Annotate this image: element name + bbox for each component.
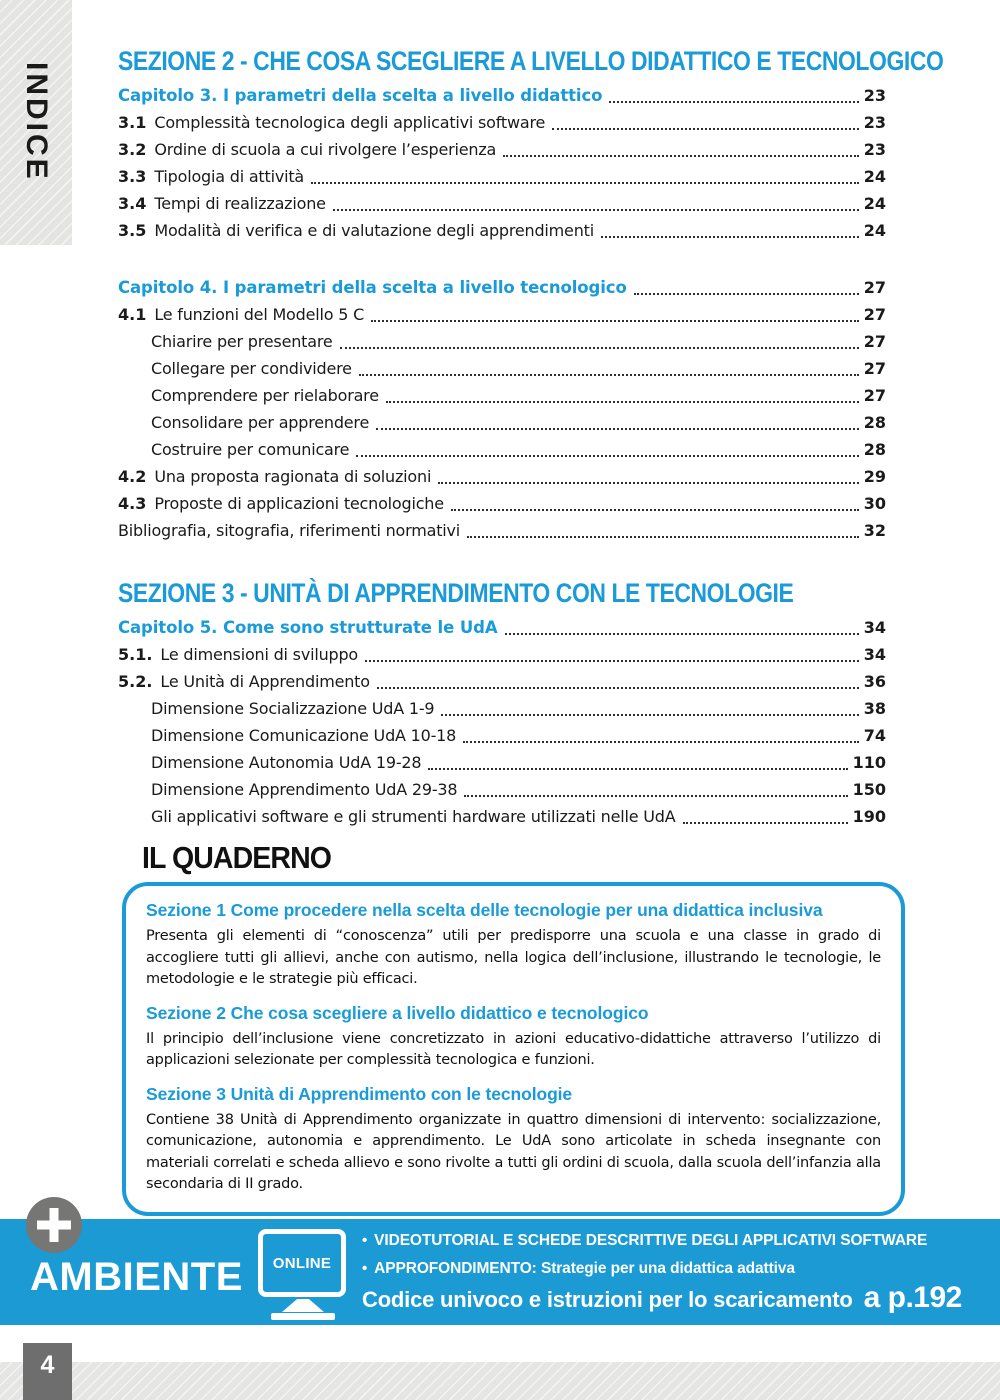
toc-entry xyxy=(118,409,886,436)
page-number-box xyxy=(23,1343,72,1400)
dotted-leader xyxy=(552,128,859,130)
plus-icon xyxy=(26,1197,82,1253)
plus-icon-bar-vertical xyxy=(50,1208,59,1242)
dotted-leader xyxy=(438,482,859,484)
toc-entry-label: Capitolo 4. I parametri della scelta a livello tecnologico xyxy=(118,278,627,297)
toc-entry-page: 34 xyxy=(863,618,886,637)
dotted-leader xyxy=(365,660,859,662)
toc-entry xyxy=(118,517,886,544)
toc-entry-label: Dimensione Socializzazione UdA 1-9 xyxy=(151,699,435,718)
section-heading: SEZIONE 3 - UNITÀ DI APPRENDIMENTO CON LE TECNOLOGIE xyxy=(118,578,794,608)
dotted-leader xyxy=(503,155,859,157)
toc-entry-number: 4.2 xyxy=(118,467,147,486)
toc-entry-page: 150 xyxy=(852,780,886,799)
dotted-leader xyxy=(683,822,848,824)
monitor-stand xyxy=(282,1299,324,1312)
toc-entry-page: 110 xyxy=(852,753,886,772)
toc-entry-page: 24 xyxy=(863,221,886,240)
dotted-leader xyxy=(467,536,859,538)
toc-entry-label: Tempi di realizzazione xyxy=(154,194,326,213)
toc-entry xyxy=(118,82,886,109)
toc-entry-page: 24 xyxy=(863,167,886,186)
toc-entry xyxy=(118,382,886,409)
toc-entry xyxy=(118,301,886,328)
ambiente-label: AMBIENTE xyxy=(30,1255,243,1299)
dotted-leader xyxy=(340,347,859,349)
toc-entry-label: Gli applicativi software e gli strumenti hardware utilizzati nelle UdA xyxy=(151,807,676,826)
download-page-ref: a p.192 xyxy=(863,1281,962,1314)
dotted-leader xyxy=(505,633,859,635)
toc-entry xyxy=(118,614,886,641)
online-monitor-icon xyxy=(258,1229,348,1320)
toc-entry xyxy=(118,722,886,749)
toc-entry-label: Dimensione Autonomia UdA 19-28 xyxy=(151,753,422,772)
dotted-leader xyxy=(386,401,859,403)
toc-entry-label: Complessità tecnologica degli applicativi software xyxy=(154,113,546,132)
toc-entry-page: 29 xyxy=(863,467,886,486)
download-text: Codice univoco e istruzioni per lo scaricamento xyxy=(362,1287,853,1312)
toc-entry-label: Collegare per condividere xyxy=(151,359,352,378)
toc-entry xyxy=(118,436,886,463)
toc-entry xyxy=(118,190,886,217)
toc-entry-label: Modalità di verifica e di valutazione degli apprendimenti xyxy=(154,221,594,240)
online-bullet-item xyxy=(362,1255,927,1283)
indice-label: INDICE xyxy=(20,62,53,182)
toc-entry-page: 23 xyxy=(863,113,886,132)
ambiente-online-bar xyxy=(0,1219,1000,1325)
toc-entry xyxy=(118,749,886,776)
toc-entry xyxy=(118,641,886,668)
toc-entry xyxy=(118,776,886,803)
toc-entry-page: 74 xyxy=(863,726,886,745)
toc-entry-label: Bibliografia, sitografia, riferimenti normativi xyxy=(118,521,461,540)
toc-entry-number: 3.5 xyxy=(118,221,147,240)
toc-entry-number: 3.1 xyxy=(118,113,147,132)
online-bullet-item xyxy=(362,1227,927,1255)
footer-band xyxy=(0,1362,1000,1400)
toc-entry-number: 3.2 xyxy=(118,140,147,159)
toc-entry xyxy=(118,136,886,163)
toc-entry-page: 27 xyxy=(863,332,886,351)
dotted-leader xyxy=(464,795,847,797)
dotted-leader xyxy=(451,509,859,511)
dotted-leader xyxy=(376,428,859,430)
toc-entry-page: 24 xyxy=(863,194,886,213)
quaderno-section xyxy=(122,840,905,1216)
quaderno-section-title: Sezione 1 Come procedere nella scelta delle tecnologie per una didattica inclusiva xyxy=(146,900,823,920)
toc-entry xyxy=(118,695,886,722)
toc-entry-label: Costruire per comunicare xyxy=(151,440,350,459)
online-label: ONLINE xyxy=(272,1254,332,1272)
toc-entry xyxy=(118,355,886,382)
toc-entry-page: 23 xyxy=(863,140,886,159)
dotted-leader xyxy=(359,374,859,376)
monitor-screen xyxy=(258,1229,346,1297)
toc-entry-page: 36 xyxy=(863,672,886,691)
toc-entry-number: 4.3 xyxy=(118,494,147,513)
toc-entry-number: 5.1. xyxy=(118,645,153,664)
toc-entry-label: Le Unità di Apprendimento xyxy=(160,672,370,691)
dotted-leader xyxy=(333,209,859,211)
toc-entry-label: Capitolo 3. I parametri della scelta a livello didattico xyxy=(118,86,603,105)
toc-entry-label: Dimensione Apprendimento UdA 29-38 xyxy=(151,780,458,799)
quaderno-section-title: Sezione 2 Che cosa scegliere a livello didattico e tecnologico xyxy=(146,1002,649,1023)
toc-entry-page: 27 xyxy=(863,305,886,324)
bullet-icon: • xyxy=(362,1260,368,1277)
toc-entry xyxy=(118,163,886,190)
quaderno-section-body: Contiene 38 Unità di Apprendimento organizzate in quattro dimensioni di intervento: socializzazione, comunicazione, autonomia e apprendimento. Le UdA sono articolate in scheda insegnante con materiali correlati e scheda allievo e sono rivolte a tutti gli ordini di scuola, dalla scuola dell’infanzia alla secondaria di II grado. xyxy=(146,1111,881,1192)
online-bullet-list xyxy=(362,1227,927,1283)
toc-entry xyxy=(118,463,886,490)
toc-entry-page: 28 xyxy=(863,413,886,432)
toc-entry-page: 38 xyxy=(863,699,886,718)
toc-entry xyxy=(118,328,886,355)
toc-entry-label: Una proposta ragionata di soluzioni xyxy=(154,467,432,486)
toc-entry-page: 27 xyxy=(863,278,886,297)
toc-entry-label: Capitolo 5. Come sono strutturate le UdA xyxy=(118,618,498,637)
toc-entry-label: Proposte di applicazioni tecnologiche xyxy=(154,494,444,513)
toc-entry-page: 23 xyxy=(863,86,886,105)
toc-entry-label: Consolidare per apprendere xyxy=(151,413,370,432)
toc-entry xyxy=(118,490,886,517)
toc-entry-number: 5.2. xyxy=(118,672,153,691)
quaderno-title: IL QUADERNO xyxy=(142,840,332,875)
quaderno-section-title: Sezione 3 Unità di Apprendimento con le tecnologie xyxy=(146,1083,573,1104)
toc-entry xyxy=(118,217,886,244)
toc-entry-label: Le dimensioni di sviluppo xyxy=(160,645,359,664)
quaderno-box xyxy=(122,882,905,1216)
toc-entry-label: Comprendere per rielaborare xyxy=(151,386,379,405)
dotted-leader xyxy=(356,455,858,457)
monitor-base xyxy=(271,1313,335,1320)
toc-entry-label: Ordine di scuola a cui rivolgere l’esperienza xyxy=(154,140,497,159)
dotted-leader xyxy=(601,236,859,238)
toc-entry-label: Dimensione Comunicazione UdA 10-18 xyxy=(151,726,457,745)
toc-entry-page: 30 xyxy=(863,494,886,513)
dotted-leader xyxy=(377,687,859,689)
section-heading: SEZIONE 2 - CHE COSA SCEGLIERE A LIVELLO DIDATTICO E TECNOLOGICO xyxy=(118,46,944,76)
toc-entry xyxy=(118,109,886,136)
toc-entry xyxy=(118,668,886,695)
toc-entry-number: 3.4 xyxy=(118,194,147,213)
toc-entry-number: 4.1 xyxy=(118,305,147,324)
toc-entry-page: 27 xyxy=(863,386,886,405)
dotted-leader xyxy=(463,741,859,743)
dotted-leader xyxy=(634,293,859,295)
quaderno-section-body: Presenta gli elementi di “conoscenza” utili per predisporre una scuola e una classe in grado di accogliere tutti gli allievi, anche con autismo, nella logica dell’inclusione, illustrando le tecnologie, le metodologie e le strategie più efficaci. xyxy=(146,928,881,987)
table-of-contents xyxy=(118,46,944,830)
download-info-line xyxy=(362,1281,962,1315)
quaderno-section-body: Il principio dell’inclusione viene concretizzato in azioni educativo-didattiche attraverso l’utilizzo di applicazioni selezionate per complessità tecnologica e funzioni. xyxy=(146,1030,881,1068)
indice-side-tab xyxy=(0,0,72,245)
toc-entry-number: 3.3 xyxy=(118,167,147,186)
toc-entry-label: Tipologia di attività xyxy=(154,167,305,186)
toc-entry xyxy=(118,274,886,301)
page-number: 4 xyxy=(40,1351,55,1379)
online-bullet-text: VIDEOTUTORIAL E SCHEDE DESCRITTIVE DEGLI APPLICATIVI SOFTWARE xyxy=(374,1232,928,1249)
dotted-leader xyxy=(441,714,858,716)
online-bullet-text: APPROFONDIMENTO: Strategie per una didattica adattiva xyxy=(374,1260,795,1277)
dotted-leader xyxy=(609,101,858,103)
toc-entry-label: Chiarire per presentare xyxy=(151,332,333,351)
dotted-leader xyxy=(371,320,859,322)
dotted-leader xyxy=(428,768,847,770)
toc-entry xyxy=(118,803,886,830)
toc-entry-label: Le funzioni del Modello 5 C xyxy=(154,305,365,324)
toc-entry-page: 27 xyxy=(863,359,886,378)
toc-entry-page: 190 xyxy=(852,807,886,826)
toc-entry-page: 34 xyxy=(863,645,886,664)
bullet-icon: • xyxy=(362,1232,368,1249)
dotted-leader xyxy=(311,182,859,184)
toc-entry-page: 28 xyxy=(863,440,886,459)
toc-entry-page: 32 xyxy=(863,521,886,540)
